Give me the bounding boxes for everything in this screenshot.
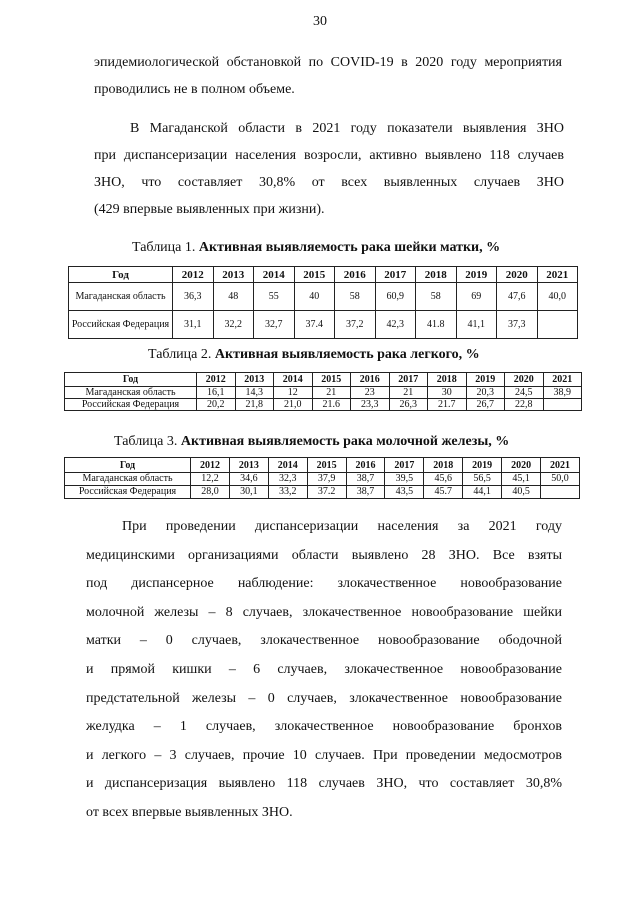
table3-caption-prefix: Таблица 3. (114, 434, 181, 449)
table-cell: 30 (428, 387, 467, 399)
paragraph-screening-results (86, 513, 562, 828)
text-line: проводились не в полном объеме. (94, 82, 295, 97)
table-cell: 24,5 (505, 387, 544, 399)
table-cell: 50,0 (541, 473, 580, 486)
table-cell: 69 (456, 283, 497, 311)
table-cell: 58 (416, 283, 457, 311)
table-cell: 40,5 (502, 486, 541, 499)
text-line: от всех впервые выявленных ЗНО. (86, 804, 293, 820)
table-header-row (69, 267, 578, 283)
table-cell: 38,7 (346, 473, 385, 486)
table-cell: 45.7 (424, 486, 463, 499)
table-cell: 21.7 (428, 399, 467, 411)
table-cell: 38,9 (543, 387, 582, 399)
table-cell: 21.6 (312, 399, 351, 411)
table-cell: 21,8 (235, 399, 274, 411)
header-cell: 2014 (274, 373, 313, 387)
header-cell: 2021 (537, 267, 578, 283)
header-cell: 2014 (268, 458, 307, 473)
table-cell: 26,7 (466, 399, 505, 411)
page-number: 30 (313, 14, 327, 29)
table-cell: 58 (335, 283, 376, 311)
header-cell: 2021 (543, 373, 582, 387)
table-cell: 37,2 (335, 311, 376, 339)
table-cell: 23 (351, 387, 390, 399)
header-cell: 2013 (213, 267, 254, 283)
header-cell: Год (65, 458, 191, 473)
table-cell: 37.4 (294, 311, 335, 339)
table-cell: 21,0 (274, 399, 313, 411)
table-cell: 37,3 (497, 311, 538, 339)
table-cell: 22,8 (505, 399, 544, 411)
table1-caption-title: Активная выявляемость рака шейки матки, % (198, 240, 501, 255)
table-cell: 48 (213, 283, 254, 311)
table-row (65, 387, 582, 399)
table-cell: 16,1 (197, 387, 236, 399)
table2-caption (148, 347, 480, 363)
row-label: Магаданская область (65, 473, 191, 486)
text-line: В Магаданской области в 2021 году показатели выявления ЗНО (130, 121, 564, 136)
text-line: желудка – 1 случаев, злокачественное новообразование бронхов (86, 719, 562, 735)
table-cell: 56,5 (463, 473, 502, 486)
text-line: молочной железы – 8 случаев, злокачественное новообразование шейки (86, 604, 562, 620)
text-line: матки – 0 случаев, злокачественное новообразование ободочной (86, 633, 562, 649)
header-cell: 2019 (463, 458, 502, 473)
table-cell: 40,0 (537, 283, 578, 311)
table-cell (541, 486, 580, 499)
table-cell: 37.2 (307, 486, 346, 499)
table2 (64, 372, 582, 411)
table-cell: 40 (294, 283, 335, 311)
table-cell: 32,7 (254, 311, 295, 339)
table-cell: 30,1 (229, 486, 268, 499)
table-cell: 37,9 (307, 473, 346, 486)
text-line: и диспансеризация выявлено 118 случаев ЗНО, что составляет 30,8% (86, 776, 562, 792)
header-cell: 2019 (466, 373, 505, 387)
table1-caption (132, 240, 500, 256)
table1-caption-prefix: Таблица 1. (132, 240, 199, 255)
header-cell: 2016 (335, 267, 376, 283)
row-label: Российская Федерация (65, 399, 197, 411)
table-row (65, 486, 580, 499)
header-cell: 2020 (502, 458, 541, 473)
text-line: под диспансерное наблюдение: злокачественное новообразование (86, 576, 562, 592)
header-cell: 2012 (197, 373, 236, 387)
table-cell: 20,2 (197, 399, 236, 411)
table-row (69, 311, 578, 339)
table-cell: 55 (254, 283, 295, 311)
text-line: При проведении диспансеризации населения за 2021 году (122, 519, 562, 534)
table-cell: 14,3 (235, 387, 274, 399)
row-label: Магаданская область (69, 283, 173, 311)
table-cell: 39,5 (385, 473, 424, 486)
table-cell: 12 (274, 387, 313, 399)
header-cell: 2013 (229, 458, 268, 473)
header-cell: 2015 (312, 373, 351, 387)
header-cell: 2018 (428, 373, 467, 387)
table-header-row (65, 458, 580, 473)
table-cell: 21 (312, 387, 351, 399)
text-line: (429 впервые выявленных при жизни). (94, 202, 325, 217)
table-cell: 45,1 (502, 473, 541, 486)
header-cell: 2019 (456, 267, 497, 283)
header-cell: 2017 (385, 458, 424, 473)
header-cell: 2020 (505, 373, 544, 387)
table-header-row (65, 373, 582, 387)
table-cell: 44,1 (463, 486, 502, 499)
table3-caption-title: Активная выявляемость рака молочной железы, % (180, 434, 510, 449)
table-cell: 38,7 (346, 486, 385, 499)
table-cell (543, 399, 582, 411)
table-cell: 34,6 (229, 473, 268, 486)
text-line: предстательной железы – 0 случаев, злокачественное новообразование (86, 690, 562, 706)
table-cell: 43,5 (385, 486, 424, 499)
table1 (68, 266, 578, 339)
header-cell: 2018 (416, 267, 457, 283)
table-cell: 21 (389, 387, 428, 399)
row-label: Магаданская область (65, 387, 197, 399)
header-cell: 2017 (375, 267, 416, 283)
table-cell: 20,3 (466, 387, 505, 399)
table-cell: 31,1 (173, 311, 214, 339)
text-line: медицинскими организациями области выявлено 28 ЗНО. Все взяты (86, 547, 562, 563)
row-label: Российская Федерация (65, 486, 191, 499)
header-cell: 2020 (497, 267, 538, 283)
table-cell (537, 311, 578, 339)
header-cell: 2016 (346, 458, 385, 473)
header-cell: 2012 (191, 458, 230, 473)
table-cell: 45,6 (424, 473, 463, 486)
header-cell: 2012 (173, 267, 214, 283)
header-cell: 2013 (235, 373, 274, 387)
header-cell: 2015 (307, 458, 346, 473)
table-cell: 42,3 (375, 311, 416, 339)
table-cell: 12,2 (191, 473, 230, 486)
paragraph-covid (94, 49, 562, 103)
header-cell: 2015 (294, 267, 335, 283)
table-row (65, 473, 580, 486)
header-cell: 2016 (351, 373, 390, 387)
table2-caption-title: Активная выявляемость рака легкого, % (214, 347, 480, 362)
text-line: и прямой кишки – 6 случаев, злокачественное новообразование (86, 661, 562, 677)
header-cell: 2018 (424, 458, 463, 473)
table-cell: 23,3 (351, 399, 390, 411)
header-cell: 2017 (389, 373, 428, 387)
header-cell: Год (65, 373, 197, 387)
paragraph-zno-detection (94, 115, 564, 223)
table2-caption-prefix: Таблица 2. (148, 347, 215, 362)
table-cell: 32,2 (213, 311, 254, 339)
table-cell: 28,0 (191, 486, 230, 499)
text-line: и легкого – 3 случаев, прочие 10 случаев. При проведении медосмотров (86, 747, 562, 763)
table-cell: 47,6 (497, 283, 538, 311)
row-label: Российская Федерация (69, 311, 173, 339)
table3 (64, 457, 580, 499)
table3-caption (114, 434, 509, 450)
table-cell: 41,1 (456, 311, 497, 339)
text-line: эпидемиологической обстановкой по COVID-19 в 2020 году мероприятия (94, 55, 562, 70)
table-cell: 33,2 (268, 486, 307, 499)
header-cell: Год (69, 267, 173, 283)
text-line: при диспансеризации населения возросли, активно выявлено 118 случаев (94, 148, 564, 163)
table-cell: 41.8 (416, 311, 457, 339)
table-cell: 32,3 (268, 473, 307, 486)
text-line: ЗНО, что составляет 30,8% от всех выявленных случаев ЗНО (94, 175, 564, 190)
table-cell: 36,3 (173, 283, 214, 311)
table-cell: 60,9 (375, 283, 416, 311)
table-row (69, 283, 578, 311)
header-cell: 2014 (254, 267, 295, 283)
table-row (65, 399, 582, 411)
header-cell: 2021 (541, 458, 580, 473)
table-cell: 26,3 (389, 399, 428, 411)
